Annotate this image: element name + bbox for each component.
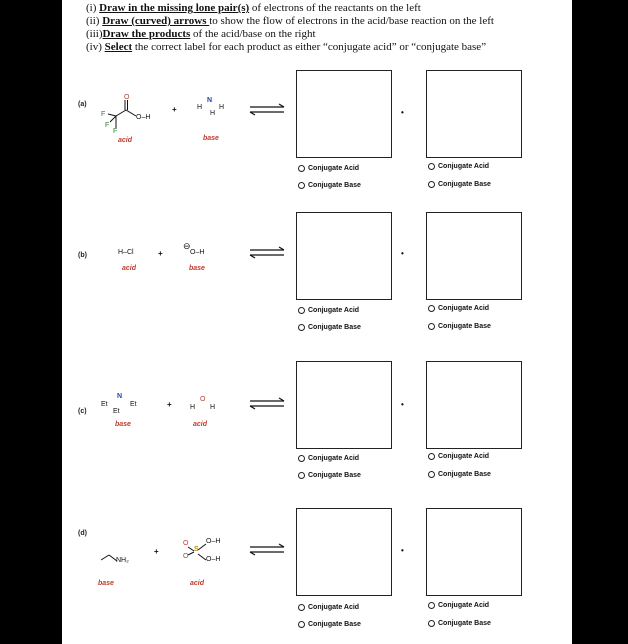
radio-button[interactable] (298, 165, 305, 172)
hydroxyl-2: O–H (206, 556, 221, 563)
product-separator: • (401, 546, 404, 555)
radio-button[interactable] (298, 472, 305, 479)
plus-sign: + (167, 400, 172, 409)
radio-button[interactable] (298, 455, 305, 462)
ethyl-2: Et (113, 408, 120, 415)
product-2-conjugate-acid-option[interactable]: Conjugate Acid (428, 163, 489, 170)
product-1-conjugate-base-option[interactable]: Conjugate Base (298, 324, 361, 331)
reactant-2-tag: acid (190, 580, 205, 587)
radio-button[interactable] (428, 471, 435, 478)
hydrogen-chloride: H–Cl (118, 249, 134, 256)
radio-button[interactable] (298, 621, 305, 628)
plus-sign: + (154, 547, 159, 556)
product-box-1[interactable] (296, 361, 392, 449)
product-1-conjugate-acid-option[interactable]: Conjugate Acid (298, 604, 359, 611)
product-1-conjugate-acid-option[interactable]: Conjugate Acid (298, 307, 359, 314)
reactant-2-tag: acid (193, 421, 208, 428)
negative-charge: ⊖ (183, 241, 191, 251)
radio-button[interactable] (428, 163, 435, 170)
radio-button[interactable] (428, 453, 435, 460)
product-1-conjugate-acid-option[interactable]: Conjugate Acid (298, 455, 359, 462)
water-oxygen: O (200, 396, 206, 403)
ethyl-1: Et (101, 401, 108, 408)
radio-button[interactable] (298, 604, 305, 611)
fluorine-2: F (105, 122, 110, 129)
reactant-1-tag: acid (122, 265, 137, 272)
equilibrium-arrows (248, 104, 288, 116)
problem-b-label: (b) (78, 252, 87, 259)
product-separator: • (401, 108, 404, 117)
product-box-2[interactable] (426, 508, 522, 596)
product-separator: • (401, 400, 404, 409)
hydroxyl-1: O–H (206, 538, 221, 545)
instruction-3: (iii)Draw the products of the acid/base on the right (86, 28, 316, 40)
carbonyl-oxygen: O (124, 94, 130, 101)
radio-button[interactable] (428, 620, 435, 627)
product-box-1[interactable] (296, 508, 392, 596)
worksheet (62, 0, 572, 644)
sulfonyl-oxygen-2: O (183, 553, 189, 560)
reactant-1-tag: acid (118, 137, 133, 144)
radio-button[interactable] (298, 307, 305, 314)
plus-sign: + (158, 249, 163, 258)
amine-group: NH₂ (116, 557, 129, 564)
product-2-conjugate-base-option[interactable]: Conjugate Base (428, 181, 491, 188)
ammonia-nitrogen: N (207, 97, 213, 104)
product-2-conjugate-acid-option[interactable]: Conjugate Acid (428, 453, 489, 460)
product-box-2[interactable] (426, 212, 522, 300)
problem-d-label: (d) (78, 530, 87, 537)
product-2-conjugate-base-option[interactable]: Conjugate Base (428, 620, 491, 627)
ethyl-3: Et (130, 401, 137, 408)
reactant-2-tag: base (203, 135, 219, 142)
ammonia-h3: H (219, 104, 225, 111)
product-2-conjugate-acid-option[interactable]: Conjugate Acid (428, 305, 489, 312)
product-separator: • (401, 249, 404, 258)
problem-a-label: (a) (78, 101, 87, 108)
water-h1: H (190, 404, 196, 411)
water-h2: H (210, 404, 216, 411)
product-1-conjugate-base-option[interactable]: Conjugate Base (298, 182, 361, 189)
equilibrium-arrows (248, 544, 288, 556)
plus-sign: + (172, 105, 177, 114)
instruction-1: (i) Draw in the missing lone pair(s) of electrons of the reactants on the left (86, 2, 421, 14)
product-1-conjugate-acid-option[interactable]: Conjugate Acid (298, 165, 359, 172)
radio-button[interactable] (428, 181, 435, 188)
reactant-2-tag: base (189, 265, 205, 272)
product-box-1[interactable] (296, 212, 392, 300)
product-box-2[interactable] (426, 70, 522, 158)
equilibrium-arrows (248, 398, 288, 410)
radio-button[interactable] (428, 602, 435, 609)
radio-button[interactable] (428, 305, 435, 312)
radio-button[interactable] (428, 323, 435, 330)
problem-c-label: (c) (78, 408, 87, 415)
instruction-4: (iv) Select the correct label for each product as either “conjugate acid” or “conjugate base” (86, 41, 487, 53)
instruction-2: (ii) Draw (curved) arrows to show the flow of electrons in the acid/base reaction on the left (86, 15, 494, 27)
product-box-1[interactable] (296, 70, 392, 158)
product-2-conjugate-base-option[interactable]: Conjugate Base (428, 471, 491, 478)
sulfonyl-oxygen-1: O (183, 540, 189, 547)
hydroxide-ion: O–H (190, 249, 205, 256)
reactant-1-tag: base (115, 421, 131, 428)
equilibrium-arrows (248, 247, 288, 259)
sulfur-atom: S (194, 546, 199, 553)
hydroxyl-group: O–H (136, 114, 151, 121)
fluorine-3: F (113, 128, 118, 135)
reactant-1-tag: base (98, 580, 114, 587)
ammonia-h1: H (197, 104, 203, 111)
product-1-conjugate-base-option[interactable]: Conjugate Base (298, 621, 361, 628)
triethylamine-nitrogen: N (117, 393, 123, 400)
product-2-conjugate-acid-option[interactable]: Conjugate Acid (428, 602, 489, 609)
fluorine-1: F (101, 111, 106, 118)
product-1-conjugate-base-option[interactable]: Conjugate Base (298, 472, 361, 479)
product-box-2[interactable] (426, 361, 522, 449)
ammonia-h2: H (210, 110, 216, 117)
radio-button[interactable] (298, 182, 305, 189)
product-2-conjugate-base-option[interactable]: Conjugate Base (428, 323, 491, 330)
radio-button[interactable] (298, 324, 305, 331)
